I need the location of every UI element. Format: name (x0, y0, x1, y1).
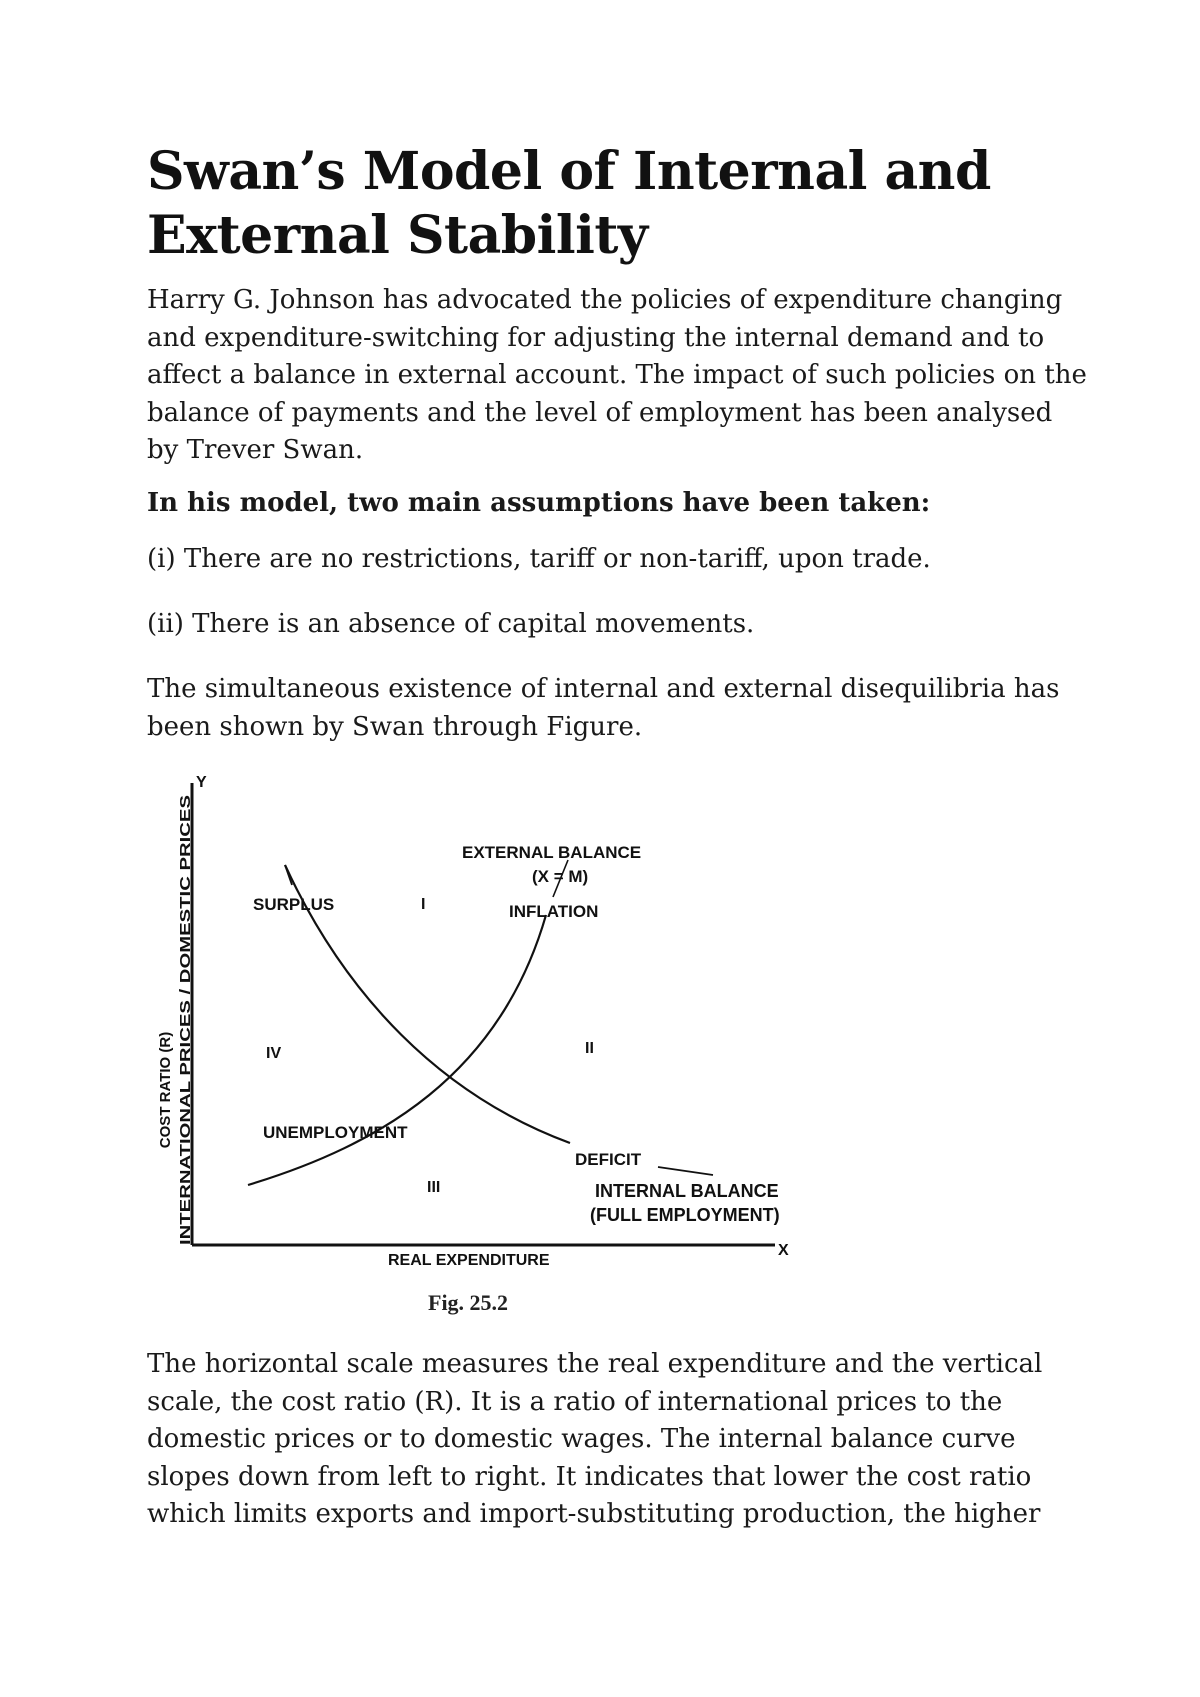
external-balance-equation: (X = M) (532, 867, 589, 886)
external-balance-label: EXTERNAL BALANCE (462, 843, 642, 862)
zone-4-label: IV (266, 1045, 282, 1062)
swan-diagram-svg (150, 765, 830, 1265)
intro-paragraph: Harry G. Johnson has advocated the policies of expenditure changing and expenditure-switching for adjusting the internal demand and to affect a balance in external account. The impact of such policies on the balance of payments and the level of employment has been analysed by Trever Swan. (147, 285, 1087, 465)
assumption-1: (i) There are no restrictions, tariff or non-tariff, upon trade. (147, 544, 931, 574)
zone-1-label: I (421, 896, 426, 913)
deficit-label: DEFICIT (575, 1150, 642, 1169)
inflation-label: INFLATION (509, 902, 599, 921)
deficit-leader (658, 1167, 713, 1175)
swan-diagram (150, 765, 830, 1265)
assumption-2: (ii) There is an absence of capital movements. (147, 609, 755, 639)
body-paragraph: The horizontal scale measures the real expenditure and the vertical scale, the cost ratio (R). It is a ratio of international prices to the domestic prices or to domestic wages. The internal balance curve slopes down from left to right. It indicates that lower the cost ratio which limits exports and import-substituting production, the higher (147, 1349, 1043, 1529)
internal-balance-subtitle: (FULL EMPLOYMENT) (590, 1205, 780, 1225)
article-title: Swan’s Model of Internal and External Stability (147, 141, 991, 266)
zone-2-label: II (585, 1040, 594, 1057)
figure-caption: Fig. 25.2 (428, 1290, 509, 1315)
y-axis-letter: Y (196, 774, 207, 791)
surplus-leader (285, 865, 292, 885)
unemployment-label: UNEMPLOYMENT (263, 1123, 408, 1142)
external-balance-curve (248, 915, 546, 1185)
figure-intro-paragraph: The simultaneous existence of internal and external disequilibria has been shown by Swan through Figure. (147, 674, 1060, 742)
surplus-label: SURPLUS (253, 895, 335, 914)
internal-balance-label: INTERNAL BALANCE (595, 1181, 779, 1201)
assumptions-heading: In his model, two main assumptions have been taken: (147, 488, 931, 518)
zone-3-label: III (427, 1179, 441, 1196)
x-axis-letter: X (778, 1242, 789, 1259)
y-axis-label-cost-ratio: COST RATIO (R) (157, 1031, 174, 1149)
y-axis-label-prices: INTERNATIONAL PRICES / DOMESTIC PRICES (177, 912, 194, 1245)
x-axis-label: REAL EXPENDITURE (388, 1252, 550, 1265)
